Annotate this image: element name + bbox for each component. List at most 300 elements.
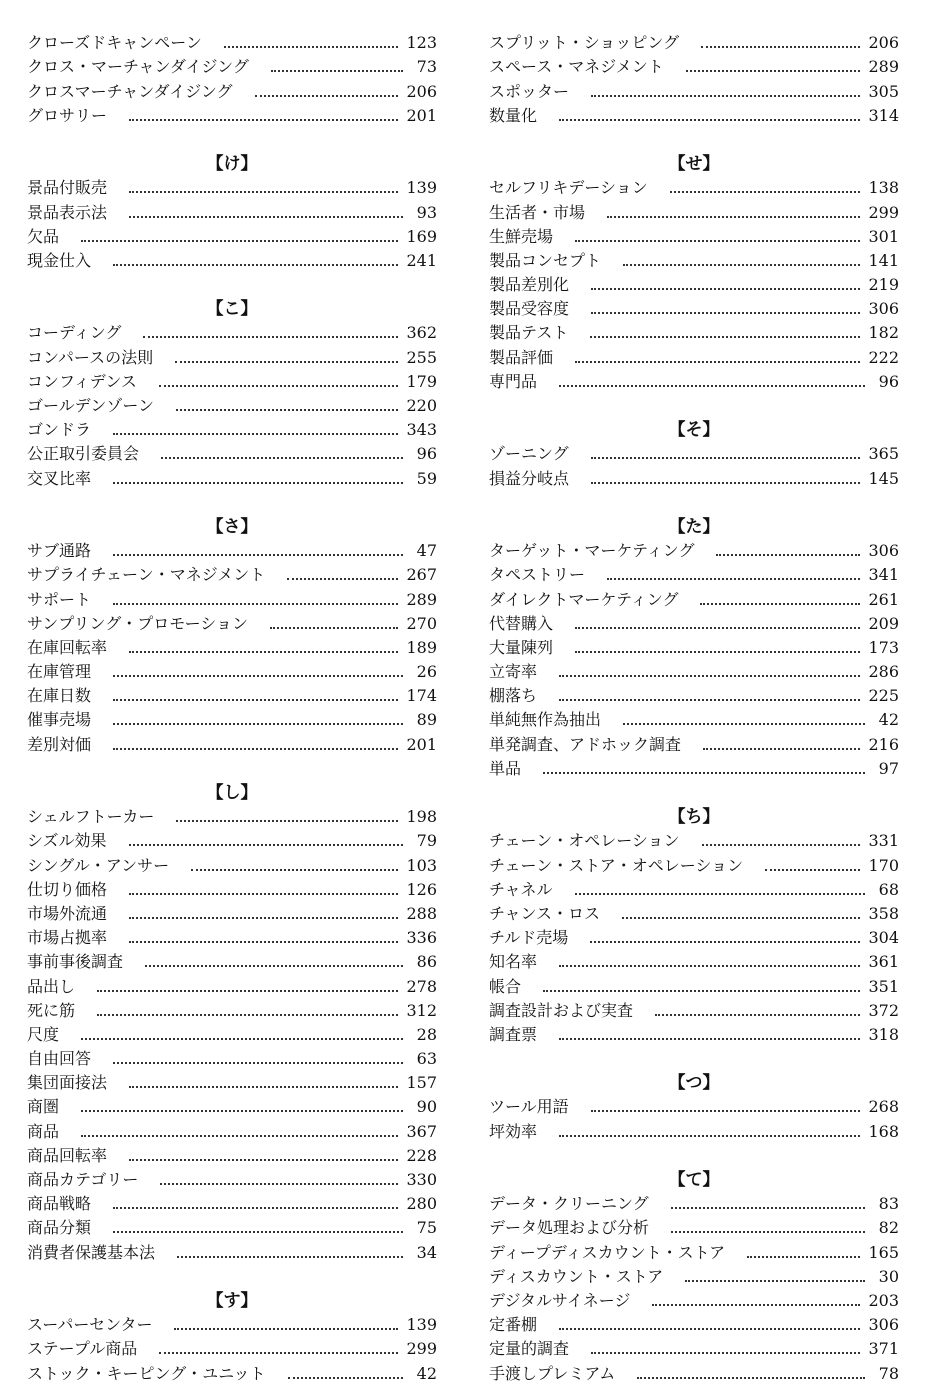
index-term: 集団面接法 — [27, 1073, 108, 1093]
index-entry — [489, 225, 899, 249]
page-number: 220 — [406, 396, 437, 415]
page-number: 362 — [406, 323, 437, 343]
dot-leader — [288, 1377, 403, 1379]
page-number: 280 — [406, 1194, 437, 1214]
page-number: 73 — [416, 57, 437, 77]
index-term: ディープディスカウント・ストア — [489, 1242, 726, 1262]
index-term: ダイレクトマーケティング — [489, 589, 679, 609]
page-number: 267 — [406, 565, 437, 585]
page-number: 278 — [406, 976, 437, 996]
section-heading: 【ち】 — [668, 807, 720, 827]
page-number: 343 — [406, 420, 437, 440]
page-number: 47 — [416, 541, 437, 561]
index-term: データ・クリーニング — [489, 1194, 649, 1214]
section-gap — [489, 781, 899, 805]
index-column-right — [489, 31, 899, 1386]
index-entry — [489, 999, 899, 1023]
dot-leader — [255, 95, 399, 97]
index-entry — [489, 442, 899, 466]
index-entry — [27, 79, 437, 103]
index-entry — [27, 999, 437, 1023]
page-number: 361 — [868, 952, 899, 972]
page-number: 59 — [416, 468, 437, 488]
dot-leader — [543, 772, 865, 774]
dot-leader — [591, 288, 860, 290]
page-number: 126 — [406, 879, 437, 899]
dot-leader — [160, 1183, 398, 1185]
dot-leader — [575, 651, 860, 653]
dot-leader — [129, 651, 398, 653]
index-term: 商品戦略 — [27, 1194, 92, 1214]
index-term: 商品カテゴリー — [27, 1170, 139, 1189]
index-term: チャネル — [489, 879, 553, 899]
dot-leader — [175, 361, 398, 363]
dot-leader — [637, 1377, 865, 1379]
page-number: 139 — [406, 178, 437, 198]
index-entry — [27, 878, 437, 902]
index-term: ゴールデンゾーン — [27, 396, 155, 415]
index-entry — [489, 55, 899, 79]
index-entry — [489, 370, 899, 394]
page-number: 228 — [406, 1145, 437, 1165]
index-term: サンプリング・プロモーション — [27, 613, 248, 633]
page-number: 301 — [868, 226, 899, 246]
index-term: 自由回答 — [27, 1049, 92, 1069]
page-number: 336 — [406, 928, 437, 948]
index-term: 単純無作為抽出 — [489, 710, 602, 730]
index-entry — [489, 1313, 899, 1337]
index-term: 景品付販売 — [27, 178, 108, 198]
page-number: 42 — [416, 1363, 437, 1383]
index-entry — [27, 55, 437, 79]
section-heading: 【せ】 — [668, 153, 720, 174]
dot-leader — [686, 70, 861, 72]
index-entry — [489, 1095, 899, 1119]
dot-leader — [129, 119, 398, 121]
index-term: ストック・キーピング・ユニット — [27, 1363, 266, 1383]
dot-leader — [765, 869, 860, 871]
index-entry — [489, 853, 899, 877]
index-term: 商圏 — [27, 1097, 60, 1117]
dot-leader — [161, 457, 403, 459]
dot-leader — [702, 844, 861, 846]
page-number: 174 — [406, 686, 437, 706]
page-number: 138 — [868, 178, 899, 198]
page-number: 83 — [878, 1194, 899, 1214]
page-number: 30 — [878, 1266, 899, 1286]
index-entry — [489, 1265, 899, 1289]
index-entry — [489, 200, 899, 224]
index-term: チェーン・ストア・オペレーション — [489, 855, 744, 875]
index-term: 製品コンセプト — [489, 250, 602, 270]
dot-leader — [655, 1014, 860, 1016]
index-term: スーパーセンター — [27, 1315, 153, 1335]
index-entry — [27, 708, 437, 732]
page-number: 371 — [868, 1339, 899, 1359]
section-heading: 【そ】 — [668, 420, 720, 440]
page-number: 145 — [868, 468, 899, 488]
index-term: 商品分類 — [27, 1218, 92, 1238]
index-term: 専門品 — [489, 371, 538, 391]
page-number: 305 — [868, 81, 899, 101]
index-entry — [489, 587, 899, 611]
dot-leader — [177, 1256, 403, 1258]
index-term: 定量的調査 — [489, 1339, 570, 1359]
dot-leader — [224, 46, 399, 48]
page-number: 63 — [416, 1049, 437, 1069]
page-number: 189 — [406, 637, 437, 657]
dot-leader — [671, 1231, 865, 1233]
index-entry — [489, 1216, 899, 1240]
page-number: 103 — [406, 855, 437, 875]
index-term: ターゲット・マーケティング — [489, 541, 695, 561]
page-number: 179 — [406, 371, 437, 391]
page-number: 318 — [868, 1024, 899, 1044]
page-number: 288 — [406, 903, 437, 923]
index-entry — [27, 225, 437, 249]
index-term: 調査票 — [489, 1024, 538, 1044]
dot-leader — [159, 385, 399, 387]
index-term: クローズドキャンペーン — [27, 33, 202, 53]
dot-leader — [81, 1038, 403, 1040]
index-term: サポート — [27, 589, 92, 609]
page-number: 306 — [868, 299, 899, 319]
page-number: 372 — [868, 1000, 899, 1020]
page-number: 216 — [868, 734, 899, 754]
page-number: 96 — [878, 371, 899, 391]
dot-leader — [623, 264, 860, 266]
index-entry — [489, 31, 899, 55]
page-number: 139 — [406, 1315, 437, 1335]
index-term: スペース・マネジメント — [489, 57, 664, 77]
index-entry — [27, 200, 437, 224]
index-entry — [27, 1047, 437, 1071]
index-term: コンフィデンス — [27, 371, 137, 391]
dot-leader — [113, 748, 398, 750]
index-term: ゴンドラ — [27, 420, 92, 440]
index-entry — [489, 1119, 899, 1143]
index-term: 品出し — [27, 976, 76, 996]
index-entry — [27, 902, 437, 926]
section-heading: 【し】 — [206, 782, 258, 803]
dot-leader — [590, 336, 860, 338]
page-number: 86 — [416, 952, 437, 972]
index-entry — [27, 1023, 437, 1047]
dot-leader — [559, 675, 860, 677]
dot-leader — [129, 191, 398, 193]
dot-leader — [129, 844, 403, 846]
index-term: 差別対価 — [27, 734, 92, 754]
page-number: 173 — [868, 637, 899, 657]
index-entry — [489, 684, 899, 708]
index-term: 現金仕入 — [27, 250, 92, 270]
dot-leader — [81, 240, 398, 242]
index-term: 生鮮売場 — [489, 226, 554, 246]
index-entry — [489, 104, 899, 128]
index-entry — [489, 176, 899, 200]
index-term: 交叉比率 — [27, 468, 92, 488]
index-term: 景品表示法 — [27, 202, 108, 222]
dot-leader — [191, 869, 398, 871]
index-term: チャンス・ロス — [489, 903, 601, 923]
index-term: サブ通路 — [27, 541, 92, 561]
dot-leader — [559, 385, 865, 387]
page-number: 330 — [406, 1170, 437, 1189]
index-entry — [27, 176, 437, 200]
index-entry — [27, 418, 437, 442]
index-entry — [27, 1313, 437, 1337]
dot-leader — [174, 1328, 398, 1330]
section-gap — [27, 273, 437, 297]
index-entry — [27, 1216, 437, 1240]
index-term: シェルフトーカー — [27, 807, 155, 827]
dot-leader — [591, 482, 860, 484]
index-entry — [27, 732, 437, 756]
index-entry — [27, 612, 437, 636]
index-entry — [27, 466, 437, 490]
index-entry — [489, 563, 899, 587]
index-entry — [489, 345, 899, 369]
index-term: ディスカウント・ストア — [489, 1266, 664, 1286]
index-entry — [489, 829, 899, 853]
index-term: シングル・アンサー — [27, 855, 170, 875]
page-number: 34 — [416, 1242, 437, 1262]
page-number: 165 — [868, 1242, 899, 1262]
dot-leader — [700, 603, 860, 605]
page-number: 314 — [868, 105, 899, 125]
page-number: 28 — [416, 1024, 437, 1044]
index-term: 単品 — [489, 758, 522, 778]
index-entry — [489, 466, 899, 490]
index-entry — [27, 345, 437, 369]
index-entry — [27, 104, 437, 128]
dot-leader — [559, 965, 860, 967]
index-entry — [489, 249, 899, 273]
index-entry — [27, 1071, 437, 1095]
dot-leader — [129, 941, 398, 943]
page-number: 97 — [878, 758, 899, 778]
index-term: 在庫管理 — [27, 662, 92, 682]
dot-leader — [622, 917, 860, 919]
page-number: 42 — [878, 710, 899, 730]
index-entry — [489, 950, 899, 974]
index-entry — [489, 1192, 899, 1216]
dot-leader — [670, 191, 861, 193]
page-number: 198 — [406, 807, 437, 827]
index-term: 単発調査、アドホック調査 — [489, 734, 682, 754]
section-heading: 【て】 — [668, 1169, 720, 1190]
dot-leader — [129, 893, 398, 895]
page-number: 306 — [868, 1315, 899, 1335]
index-term: グロサリー — [27, 105, 108, 125]
index-term: 市場外流通 — [27, 903, 108, 923]
index-entry — [27, 660, 437, 684]
dot-leader — [685, 1280, 865, 1282]
index-entry — [489, 79, 899, 103]
index-term: コーディング — [27, 323, 122, 343]
index-entry — [27, 321, 437, 345]
page-number: 270 — [406, 613, 437, 633]
section-gap — [27, 128, 437, 152]
section-heading: 【け】 — [206, 153, 258, 174]
index-entry — [489, 708, 899, 732]
index-term: 市場占拠率 — [27, 928, 108, 948]
index-term: 定番棚 — [489, 1315, 538, 1335]
index-term: コンパースの法則 — [27, 347, 154, 367]
section-gap — [489, 491, 899, 515]
dot-leader — [701, 46, 860, 48]
index-term: 調査設計および実査 — [489, 1000, 634, 1020]
dot-leader — [575, 627, 860, 629]
index-entry — [489, 974, 899, 998]
index-entry — [27, 684, 437, 708]
index-term: 事前事後調査 — [27, 952, 124, 972]
index-entry — [27, 31, 437, 55]
page-number: 93 — [416, 202, 437, 222]
page-number: 68 — [878, 879, 899, 899]
dot-leader — [113, 264, 398, 266]
index-term: 消費者保護基本法 — [27, 1242, 156, 1262]
page-number: 203 — [868, 1290, 899, 1310]
index-term: 棚落ち — [489, 686, 538, 706]
index-entry — [489, 1337, 899, 1361]
page-number: 225 — [868, 686, 899, 706]
page-number: 289 — [868, 57, 899, 77]
index-term: 製品テスト — [489, 323, 569, 343]
dot-leader — [559, 699, 860, 701]
dot-leader — [747, 1256, 860, 1258]
index-entry — [489, 273, 899, 297]
page-number: 289 — [406, 589, 437, 609]
page-number: 206 — [868, 33, 899, 53]
index-entry — [27, 1119, 437, 1143]
dot-leader — [575, 893, 865, 895]
section-gap — [489, 394, 899, 418]
section-heading: 【つ】 — [668, 1073, 720, 1094]
dot-leader — [97, 1014, 398, 1016]
page-number: 241 — [406, 250, 437, 270]
index-entry — [489, 612, 899, 636]
index-term: 数量化 — [489, 105, 538, 125]
page-number: 299 — [406, 1339, 437, 1359]
page-number: 358 — [868, 903, 899, 923]
index-entry — [489, 1289, 899, 1313]
dot-leader — [176, 820, 398, 822]
page-number: 75 — [416, 1218, 437, 1238]
index-entry — [27, 1095, 437, 1119]
page-number: 206 — [406, 81, 437, 101]
section-heading: 【さ】 — [206, 516, 258, 537]
index-entry — [27, 442, 437, 466]
index-term: スプリット・ショッピング — [489, 33, 680, 53]
index-entry — [489, 636, 899, 660]
dot-leader — [559, 1328, 860, 1330]
index-entry — [27, 805, 437, 829]
index-entry — [27, 563, 437, 587]
index-entry — [27, 539, 437, 563]
page-number: 304 — [868, 928, 899, 948]
index-entry — [489, 1240, 899, 1264]
dot-leader — [159, 1352, 398, 1354]
index-term: 死に筋 — [27, 1000, 76, 1020]
page-number: 201 — [406, 734, 437, 754]
index-term: チェーン・オペレーション — [489, 831, 680, 851]
dot-leader — [113, 554, 403, 556]
page-number: 78 — [878, 1363, 899, 1383]
index-term: 帳合 — [489, 976, 522, 996]
page-number: 365 — [868, 444, 899, 464]
dot-leader — [113, 675, 403, 677]
index-term: 代替購入 — [489, 613, 554, 633]
index-entry — [27, 1337, 437, 1361]
index-term: 大量陳列 — [489, 637, 554, 657]
dot-leader — [575, 361, 860, 363]
index-entry — [27, 926, 437, 950]
dot-leader — [81, 1110, 403, 1112]
page-number: 123 — [406, 33, 437, 53]
dot-leader — [623, 723, 865, 725]
page-number: 312 — [406, 1000, 437, 1020]
page-number: 79 — [416, 831, 437, 851]
page-number: 82 — [878, 1218, 899, 1238]
index-term: 商品回転率 — [27, 1145, 108, 1165]
section-gap — [489, 128, 899, 152]
page-number: 255 — [406, 347, 437, 367]
section-gap — [27, 1265, 437, 1289]
dot-leader — [129, 216, 403, 218]
page-number: 169 — [406, 226, 437, 246]
dot-leader — [559, 1135, 860, 1137]
index-entry — [489, 660, 899, 684]
index-term: クロスマーチャンダイジング — [27, 81, 233, 101]
index-entry — [489, 1361, 899, 1385]
page-number: 299 — [868, 202, 899, 222]
dot-leader — [113, 1231, 403, 1233]
page-number: 286 — [868, 662, 899, 682]
index-term: 手渡しプレミアム — [489, 1363, 616, 1383]
index-term: タペストリー — [489, 565, 586, 585]
index-term: 在庫回転率 — [27, 637, 108, 657]
index-term: 仕切り価格 — [27, 879, 108, 899]
index-entry — [489, 878, 899, 902]
dot-leader — [607, 578, 860, 580]
page-number: 170 — [868, 855, 899, 875]
index-entry — [27, 1144, 437, 1168]
page-number: 261 — [868, 589, 899, 609]
index-term: 製品差別化 — [489, 275, 570, 295]
index-term: ゾーニング — [489, 444, 569, 464]
index-term: スポッター — [489, 81, 570, 101]
index-term: 商品 — [27, 1121, 60, 1141]
dot-leader — [113, 603, 398, 605]
dot-leader — [591, 1110, 861, 1112]
section-heading: 【た】 — [668, 516, 720, 537]
dot-leader — [129, 1086, 398, 1088]
index-entry — [27, 1168, 437, 1192]
index-term: サプライチェーン・マネジメント — [27, 565, 266, 585]
page-number: 331 — [868, 831, 899, 851]
dot-leader — [591, 1352, 860, 1354]
index-term: デジタルサイネージ — [489, 1290, 631, 1310]
section-gap — [27, 757, 437, 781]
dot-leader — [113, 1062, 403, 1064]
page-number: 89 — [416, 710, 437, 730]
dot-leader — [591, 457, 861, 459]
section-gap — [489, 1144, 899, 1168]
index-entry — [27, 636, 437, 660]
dot-leader — [287, 578, 398, 580]
page-number: 351 — [868, 976, 899, 996]
